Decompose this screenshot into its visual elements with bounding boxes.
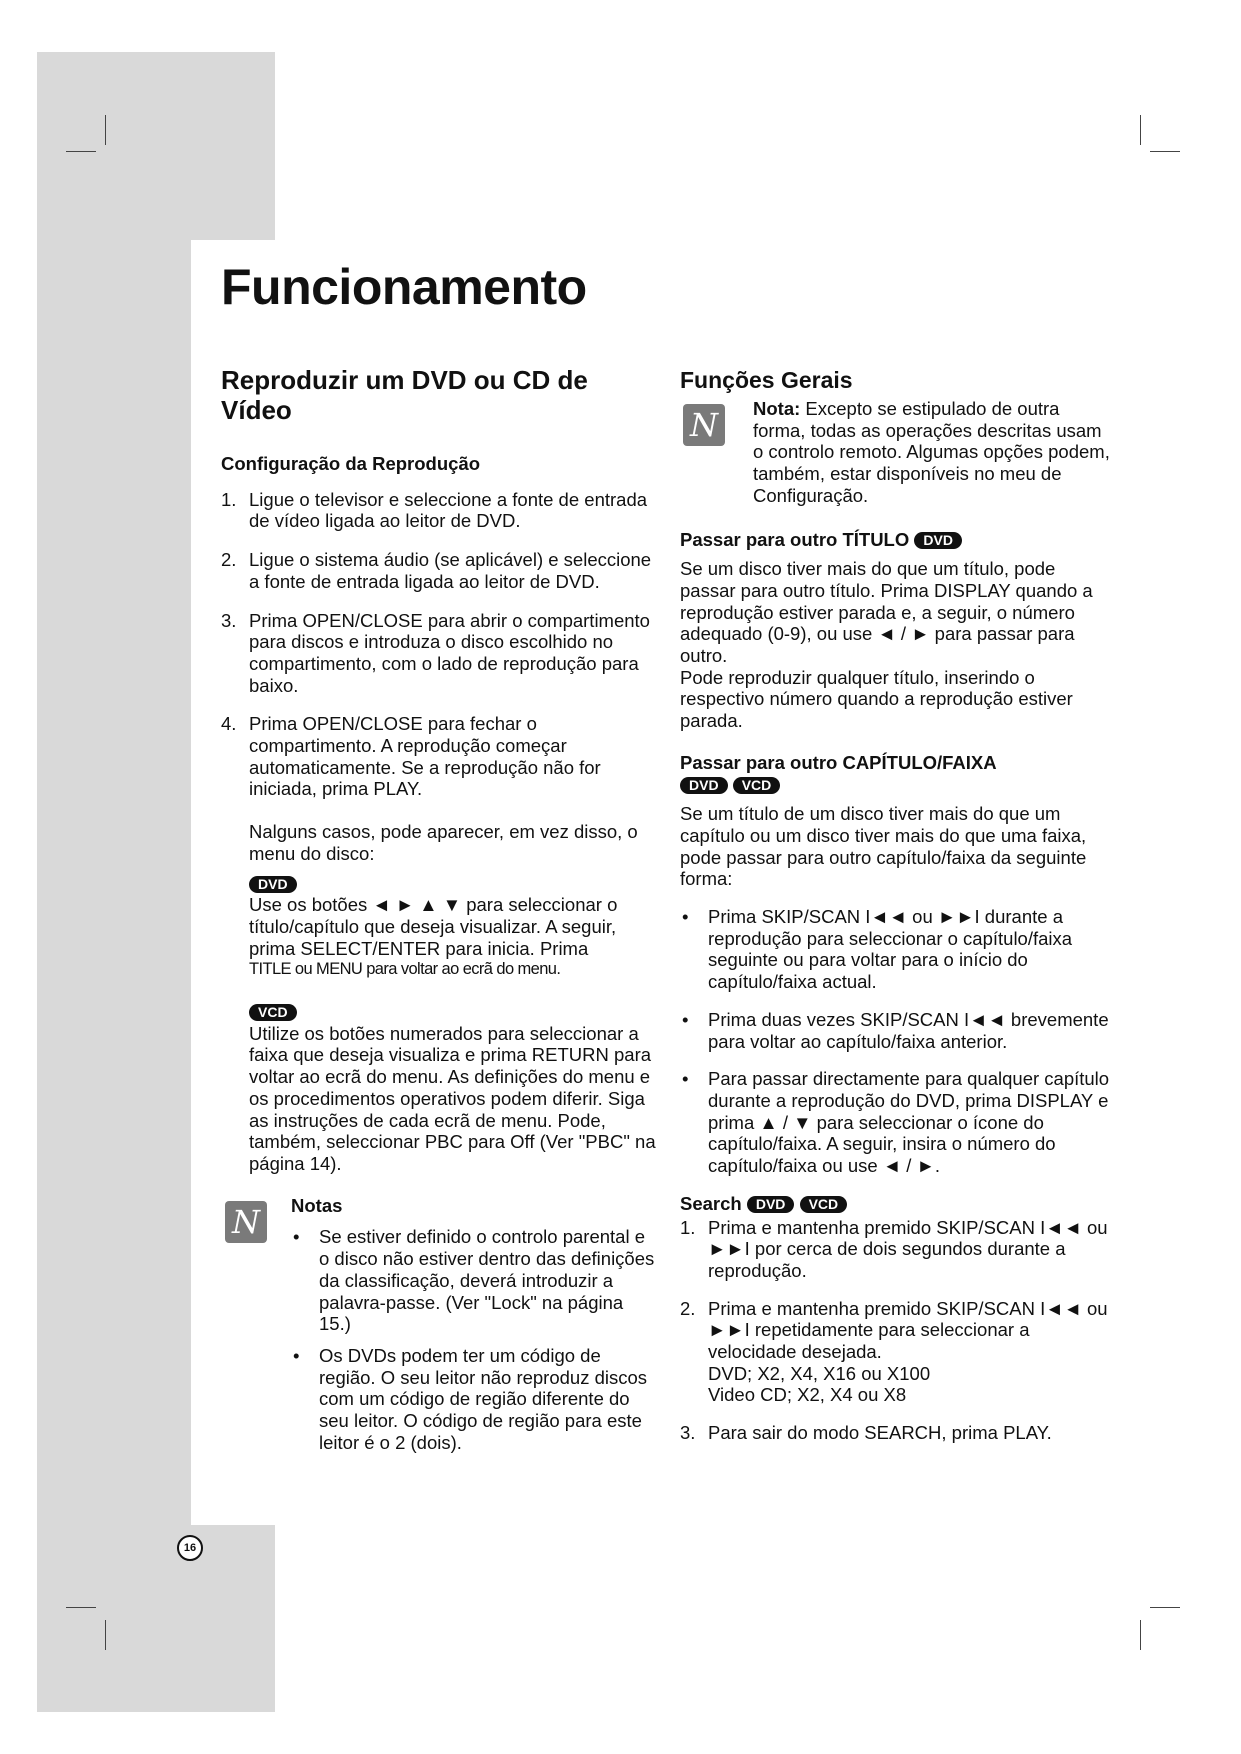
vcd-instructions: Utilize os botões numerados para seleccionar a faixa que deseja visualiza e prima RETURN para voltar ao ecrã do menu. As definições do menu e os procedimentos operativos podem diferir. Siga as instruções de cada ecrã de menu. Pode, também, seleccionar PBC para Off (Ver "PBC" na página 14). bbox=[249, 1022, 656, 1174]
list-item: 1. Prima e mantenha premido SKIP/SCAN I◄◄ ou ►►I por cerca de dois segundos durante a reprodução. bbox=[680, 1216, 1108, 1281]
list-item: 1. Ligue o televisor e seleccione a fonte de entrada de vídeo ligada ao leitor de DVD. bbox=[221, 488, 648, 532]
list-item: 3. Para sair do modo SEARCH, prima PLAY. bbox=[680, 1422, 1052, 1444]
list-item: • Se estiver definido o controlo parental e o disco não estiver dentro das definições da classificação, deverá introduzir a palavra-passe. (Ver "Lock" na página 15.) bbox=[293, 1226, 655, 1335]
crop-mark bbox=[1140, 1620, 1141, 1650]
title-para-2: Pode reproduzir qualquer título, inserindo o respectivo número quando a reprodução estiver parada. bbox=[680, 666, 1073, 732]
crop-mark bbox=[1150, 1607, 1180, 1608]
page-title: Funcionamento bbox=[221, 259, 587, 315]
disc-menu-block bbox=[221, 821, 656, 1175]
left-column bbox=[221, 365, 656, 1453]
note-icon: N bbox=[225, 1201, 267, 1243]
crop-mark bbox=[1150, 151, 1180, 152]
list-item: 3. Prima OPEN/CLOSE para abrir o compartimento para discos e introduza o disco escolhido no compartimento, com o lado de reprodução para baixo. bbox=[221, 609, 650, 696]
crop-mark bbox=[105, 1620, 106, 1650]
right-column bbox=[680, 366, 1115, 1444]
search-steps bbox=[680, 1217, 1115, 1444]
dvd-instructions-cont: TITLE ou MENU para voltar ao ecrã do menu. bbox=[249, 960, 561, 979]
crop-mark bbox=[66, 151, 96, 152]
title-para-1: Se um disco tiver mais do que um título, pode passar para outro título. Prima DISPLAY quando a reprodução estiver parada e, a seguir, o número adequado (0-9), ou use ◄ / ► para passar para outro. bbox=[680, 558, 1093, 667]
vcd-badge: VCD bbox=[733, 777, 781, 794]
list-item: • Os DVDs podem ter um código de região. O seu leitor não reproduz discos com um código de região diferente do seu leitor. O código de região para este leitor é o 2 (dois). bbox=[293, 1344, 648, 1453]
note-text: Excepto se estipulado de outra forma, todas as operações descritas usam o controlo remoto. Algumas opções podem, também, estar disponíveis no meu de Configuração. bbox=[753, 398, 1110, 506]
crop-mark bbox=[1140, 115, 1141, 145]
notes-list bbox=[291, 1226, 656, 1453]
page-number: 16 bbox=[177, 1535, 203, 1561]
crop-mark bbox=[105, 115, 106, 145]
section-heading-general: Funções Gerais bbox=[680, 367, 853, 393]
chapter-bullets bbox=[680, 906, 1115, 1177]
notes-heading: Notas bbox=[291, 1194, 343, 1216]
list-item: • Para passar directamente para qualquer capítulo durante a reprodução do DVD, prima DISPLAY e prima ▲ / ▼ para seleccionar o ícone do capítulo/faixa. A seguir, insira o número do capítulo/faixa ou use ◄ / ►. bbox=[682, 1068, 1110, 1177]
dvd-badge: DVD bbox=[680, 777, 728, 794]
chapter-badges bbox=[680, 774, 1115, 796]
crop-mark bbox=[66, 1607, 96, 1608]
list-item: • Prima SKIP/SCAN I◄◄ ou ►►I durante a reprodução para seleccionar o capítulo/faixa seguinte ou para voltar para o início do capítulo/faixa actual. bbox=[682, 906, 1073, 993]
note-icon: N bbox=[683, 404, 725, 446]
list-item: 2. Prima e mantenha premido SKIP/SCAN I◄◄ ou ►►I repetidamente para seleccionar a velocidade desejada. DVD; X2, X4, X16 ou X100 Video CD; X2, X4 ou X8 bbox=[680, 1297, 1108, 1406]
setup-steps bbox=[221, 489, 656, 800]
vcd-badge: VCD bbox=[249, 1004, 297, 1021]
note-label: Nota: bbox=[753, 398, 801, 419]
disc-menu-intro: Nalguns casos, pode aparecer, em vez disso, o menu do disco: bbox=[249, 821, 638, 864]
dvd-badge: DVD bbox=[914, 532, 962, 549]
dvd-badge: DVD bbox=[747, 1196, 795, 1213]
list-item: • Prima duas vezes SKIP/SCAN I◄◄ brevemente para voltar ao capítulo/faixa anterior. bbox=[682, 1008, 1109, 1052]
dvd-instructions: Use os botões ◄ ► ▲ ▼ para seleccionar o título/capítulo que deseja visualizar. A seguir, prima SELECT/ENTER para inicia. Prima bbox=[249, 894, 618, 959]
notes-box bbox=[221, 1195, 656, 1454]
dvd-badge: DVD bbox=[249, 876, 297, 893]
chapter-para: Se um título de um disco tiver mais do que um capítulo ou um disco tiver mais do que uma faixa, pode passar para outro capítulo/faixa da seguinte forma: bbox=[680, 803, 1087, 890]
subheading-setup: Configuração da Reprodução bbox=[221, 453, 481, 474]
vcd-badge: VCD bbox=[800, 1196, 848, 1213]
list-item: 2. Ligue o sistema áudio (se aplicável) e seleccione a fonte de entrada ligada ao leitor de DVD. bbox=[221, 549, 652, 592]
chapter-section-heading: Passar para outro CAPÍTULO/FAIXA bbox=[680, 751, 997, 773]
general-note bbox=[680, 398, 1115, 507]
section-heading-play: Reproduzir um DVD ou CD de Vídeo bbox=[221, 365, 588, 425]
search-section-heading: Search DVD VCD bbox=[680, 1193, 1115, 1215]
list-item: 4. Prima OPEN/CLOSE para fechar o compartimento. A reprodução começar automaticamente. Se a reprodução não for iniciada, prima PLAY. bbox=[221, 713, 601, 800]
title-section-heading: Passar para outro TÍTULO DVD bbox=[680, 529, 1115, 551]
